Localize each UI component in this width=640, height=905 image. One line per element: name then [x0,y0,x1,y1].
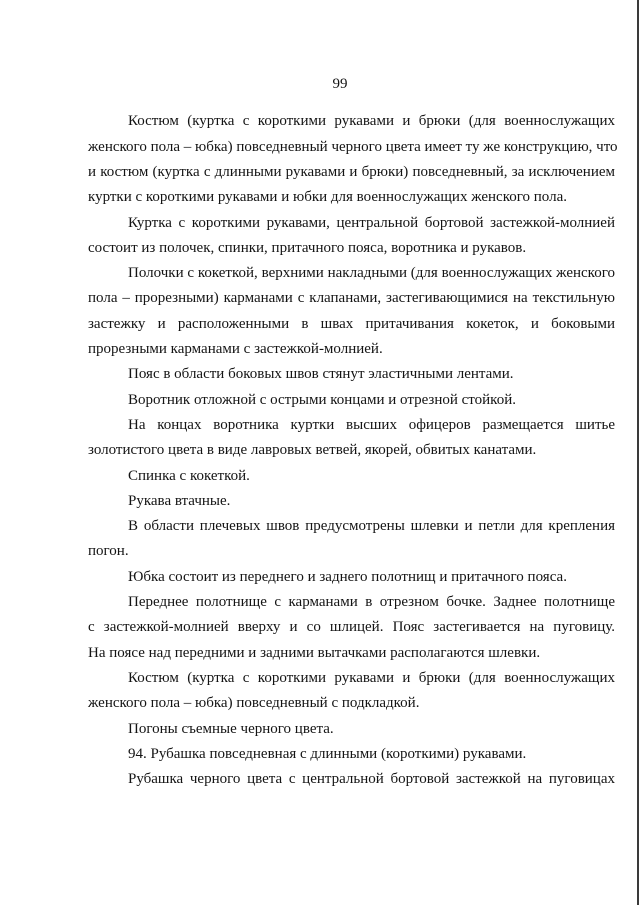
text-line: Костюм (куртка с короткими рукавами и брюки (для военнослужащих [128,669,615,686]
text-line: Полочки с кокеткой, верхними накладными (для военнослужащих женского [128,265,615,282]
text-line: состоит из полочек, спинки, притачного пояса, воротника и рукавов. [88,239,527,256]
text-line: Пояс в области боковых швов стянут эластичными лентами. [128,366,514,383]
text-line: женского пола – юбка) повседневный с подкладкой. [88,695,420,712]
text-line: погон. [88,543,129,560]
paragraph [88,666,615,717]
text-line: Рубашка черного цвета с центральной бортовой застежкой на пуговицах [128,771,615,788]
scan-page-edge [637,0,639,905]
paragraph [88,413,615,464]
paragraph [88,211,615,262]
text-line: Юбка состоит из переднего и заднего полотнищ и притачного пояса. [128,568,567,585]
text-line: Костюм (куртка с короткими рукавами и брюки (для военнослужащих [128,113,615,130]
text-line: с застежкой-молнией вверху и со шлицей. Пояс застегивается на пуговицу. [88,619,615,636]
text-line: пола – прорезными) карманами с клапанами, застегивающимися на текстильную [88,290,615,307]
text-line: прорезными карманами с застежкой-молнией. [88,341,383,358]
paragraph [88,261,615,362]
paragraph [88,109,618,210]
text-line: женского пола – юбка) повседневный черного цвета имеет ту же конструкцию, что [88,138,618,155]
text-line: На концах воротника куртки высших офицеров размещается шитье [128,416,615,433]
text-line: застежку и расположенными в швах притачивания кокеток, и боковыми [88,315,615,332]
paragraph [88,590,615,666]
text-line: куртки с короткими рукавами и юбки для военнослужащих женского пола. [88,189,567,206]
paragraph [88,717,615,742]
text-line: Воротник отложной с острыми концами и отрезной стойкой. [128,391,516,408]
text-line: Куртка с короткими рукавами, центральной бортовой застежкой-молнией [128,214,615,231]
paragraph [88,742,615,767]
text-line: 94. Рубашка повседневная с длинными (короткими) рукавами. [128,745,527,762]
text-line: и костюм (куртка с длинными рукавами и брюки) повседневный, за исключением [88,163,615,180]
paragraph [88,464,615,489]
text-line: золотистого цвета в виде лавровых ветвей, якорей, обвитых канатами. [88,442,537,459]
paragraph [88,565,615,590]
text-line: Спинка с кокеткой. [128,467,250,484]
text-line: На поясе над передними и задними вытачками располагаются шлевки. [88,644,541,661]
text-line: В области плечевых швов предусмотрены шлевки и петли для крепления [128,518,615,535]
paragraph [88,388,615,413]
paragraph [88,767,615,792]
text-line: Переднее полотнище с карманами в отрезном бочке. Заднее полотнище [128,594,615,611]
text-line: Рукава втачные. [128,492,231,509]
paragraph [88,489,615,514]
paragraph [88,514,615,565]
text-line: Погоны съемные черного цвета. [128,720,334,737]
paragraph [88,362,615,387]
document-body [88,109,618,792]
page-number: 99 [332,76,348,92]
